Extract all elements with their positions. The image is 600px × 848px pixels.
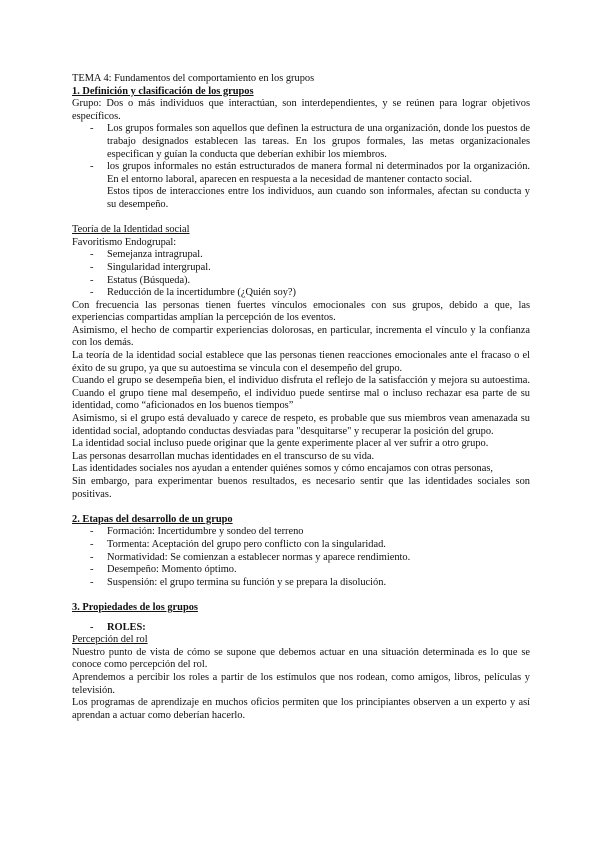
list-item: - Normatividad: Se comienzan a establecer normas y aparece rendimiento. (72, 552, 530, 565)
list-item: - Formación: Incertidumbre y sondeo del terreno (72, 526, 530, 539)
identity-theory-heading: Teoría de la Identidad social (72, 224, 190, 236)
group-definition: Grupo: Dos o más individuos que interactúan, son interdependientes, y se reúnen para lograr objetivos específicos. (72, 98, 530, 122)
list-item: - Desempeño: Momento óptimo. (72, 564, 530, 577)
list-continuation: Estos tipos de interacciones entre los individuos, aun cuando son informales, afectan su conducta y su desempeño. (107, 186, 530, 210)
identity-list (72, 249, 530, 299)
section-1-heading: 1. Definición y clasificación de los grupos (72, 85, 254, 97)
list-item: - Semejanza intragrupal. (72, 249, 530, 262)
role-perception-heading: Percepción del rol (72, 634, 148, 646)
section-2-heading: 2. Etapas del desarrollo de un grupo (72, 513, 233, 525)
paragraph: Sin embargo, para experimentar buenos resultados, es necesario sentir que las identidades sociales son positivas. (72, 476, 530, 500)
document-page (72, 73, 530, 722)
stages-list (72, 526, 530, 589)
list-item: - Reducción de la incertidumbre (¿Quién soy?) (72, 287, 530, 300)
list-item: - los grupos informales no están estructurados de manera formal ni determinados por la organización. En el entorno laboral, aparecen en respuesta a la necesidad de mantener contacto social. (72, 161, 530, 186)
paragraph: Las personas desarrollan muchas identidades en el transcurso de su vida. (72, 450, 375, 462)
paragraph: Asimismo, el hecho de compartir experiencias dolorosas, en particular, incrementa el vínculo y la confianza con los demás. (72, 324, 530, 349)
paragraph: Las identidades sociales nos ayudan a entender quiénes somos y cómo encajamos con otras personas, (72, 463, 493, 475)
paragraph: Cuando el grupo se desempeña bien, el individuo disfruta el reflejo de la satisfacción y mejora su autoestima. Cuando el grupo tiene mal desempeño, el individuo puede sentirse mal o incluso rechazar esa parte de su identidad, como “aficionados en los buenos tiempos” (72, 375, 530, 412)
list-item: - Los grupos formales son aquellos que definen la estructura de una organización, donde los puestos de trabajo designados establecen las tareas. En los grupos formales, las metas organizacionales especifican y guían la conducta que deberían exhibir los miembros. (72, 123, 530, 161)
list-item: - Suspensión: el grupo termina su función y se prepara la disolución. (72, 577, 530, 590)
paragraph: Los programas de aprendizaje en muchos oficios permiten que los principiantes observen a un experto y así aprendan a actuar como deberían hacerlo. (72, 697, 530, 721)
list-item: - Tormenta: Aceptación del grupo pero conflicto con la singularidad. (72, 539, 530, 552)
list-item: - Singularidad intergrupal. (72, 262, 530, 275)
paragraph: La identidad social incluso puede originar que la gente experimente placer al ver sufrir a otro grupo. (72, 438, 489, 450)
identity-subheading: Favoritismo Endogrupal: (72, 236, 177, 248)
group-types-list (72, 123, 530, 186)
section-3-heading: 3. Propiedades de los grupos (72, 601, 198, 613)
paragraph: Con frecuencia las personas tienen fuertes vínculos emocionales con sus grupos, debido a que, las experiencias compartidas amplían la percepción de los eventos. (72, 299, 530, 324)
list-item: - Estatus (Búsqueda). (72, 275, 530, 288)
paragraph: La teoría de la identidad social establece que las personas tienen reacciones emocionales ante el fracaso o el éxito de su grupo, ya que su autoestima se vincula con el desempeño del grupo. (72, 350, 530, 374)
paragraph: Nuestro punto de vista de cómo se supone que debemos actuar en una situación determinada es lo que se conoce como percepción del rol. (72, 646, 530, 671)
properties-list (72, 622, 530, 635)
list-item-roles: - ROLES: (72, 622, 530, 635)
document-title: TEMA 4: Fundamentos del comportamiento en los grupos (72, 73, 315, 84)
paragraph: Aprendemos a percibir los roles a partir de los estímulos que nos rodean, como amigos, libros, películas y televisión. (72, 671, 530, 696)
paragraph: Asimismo, si el grupo está devaluado y carece de respeto, es probable que sus miembros vean amenazada su identidad social, adoptando conductas desviadas para "desquitarse" y recuperar la posición del grupo. (72, 413, 530, 437)
